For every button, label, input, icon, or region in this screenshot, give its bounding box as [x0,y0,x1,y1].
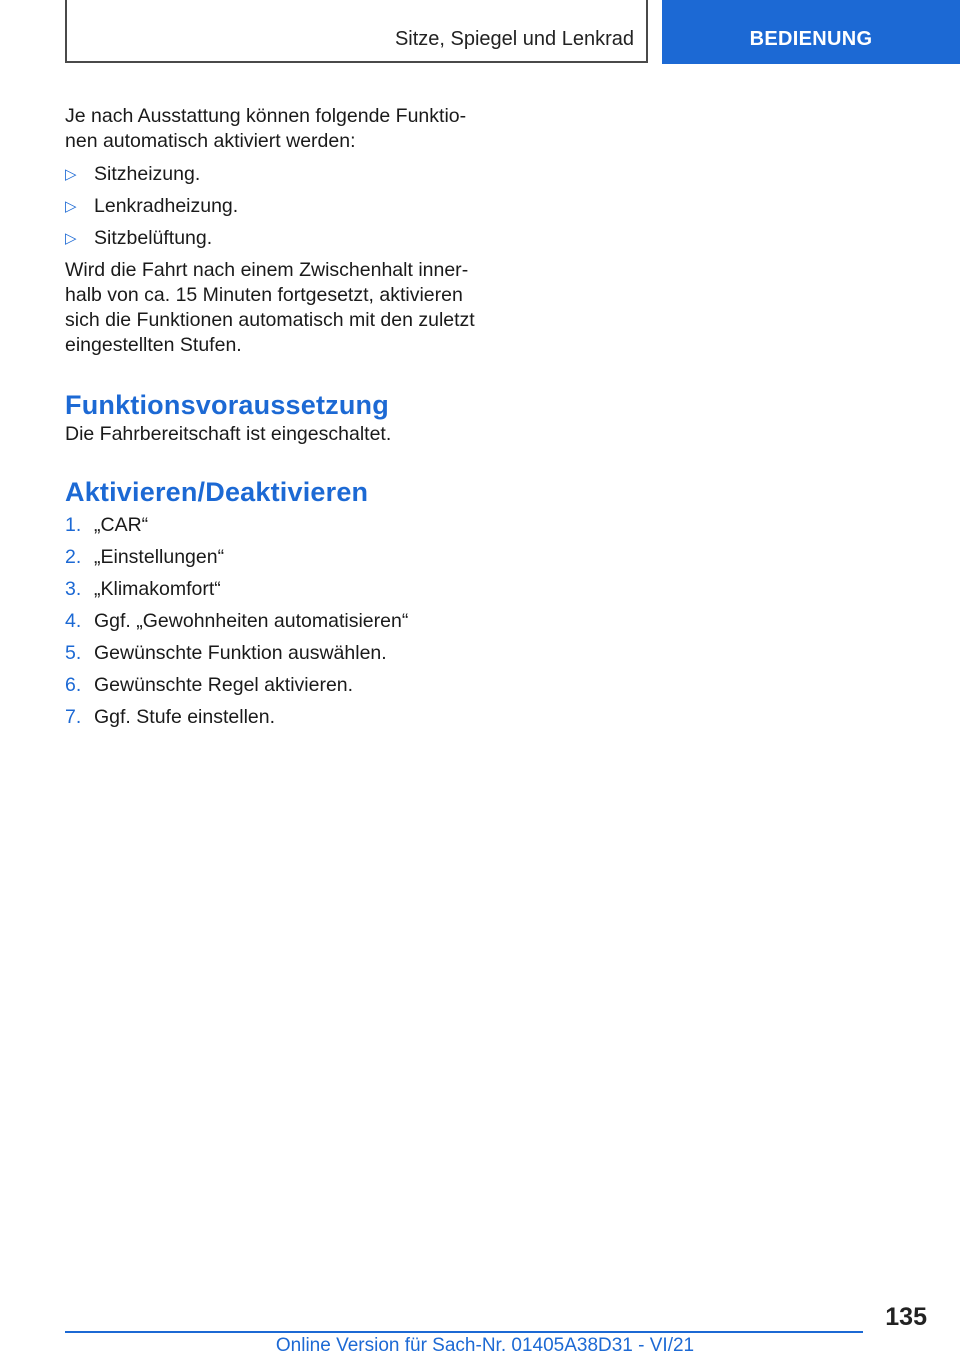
chapter-tab [662,0,960,64]
list-item [65,194,475,219]
triangle-bullet-icon: ▷ [65,166,77,183]
step-number: 5. [65,642,82,664]
step-text: „Einstellungen“ [94,546,225,568]
list-item [65,226,475,251]
step-item [65,545,475,570]
step-item [65,577,475,602]
page-content [65,104,475,737]
page-number: 135 [885,1303,927,1331]
step-item [65,705,475,730]
triangle-bullet-icon: ▷ [65,198,77,215]
header-section-box [65,0,648,63]
list-item [65,162,475,187]
heading-precondition: Funktionsvoraussetzung [65,390,389,420]
list-item-text: Sitzheizung. [94,163,201,185]
footer-divider [65,1331,863,1333]
chapter-tab-label: BEDIENUNG [749,28,873,50]
intro-paragraph: Je nach Ausstattung können folgende Funktionen automatisch aktiviert werden: [65,105,467,152]
heading-activate: Aktivieren/Deaktivieren [65,477,369,507]
step-item [65,641,475,666]
step-item [65,673,475,698]
step-text: Ggf. „Gewohnheiten automatisieren“ [94,610,409,632]
precondition-text: Die Fahrbereitschaft ist eingeschaltet. [65,423,392,445]
step-number: 2. [65,546,82,568]
step-text: „Klimakomfort“ [94,578,221,600]
triangle-bullet-icon: ▷ [65,230,77,247]
step-item [65,609,475,634]
footer-online-version: Online Version für Sach-Nr. 01405A38D31 - VI/21 [275,1335,695,1356]
step-text: „CAR“ [94,514,149,536]
resume-paragraph: Wird die Fahrt nach einem Zwischenhalt innerhalb von ca. 15 Minuten fortgesetzt, aktivieren sich die Funktionen automatisch mit den zuletzt eingestellten Stufen. [65,259,475,356]
list-item-text: Lenkradheizung. [94,195,239,217]
function-list [65,162,475,251]
step-number: 7. [65,706,82,728]
step-text: Ggf. Stufe einstellen. [94,706,276,728]
step-number: 3. [65,578,82,600]
step-text: Gewünschte Regel aktivieren. [94,674,354,696]
step-number: 6. [65,674,82,696]
step-text: Gewünschte Funktion auswählen. [94,642,387,664]
list-item-text: Sitzbelüftung. [94,227,213,249]
step-item [65,513,475,538]
step-number: 4. [65,610,82,632]
step-number: 1. [65,514,82,536]
steps-list [65,513,475,730]
section-title: Sitze, Spiegel und Lenkrad [394,28,634,50]
